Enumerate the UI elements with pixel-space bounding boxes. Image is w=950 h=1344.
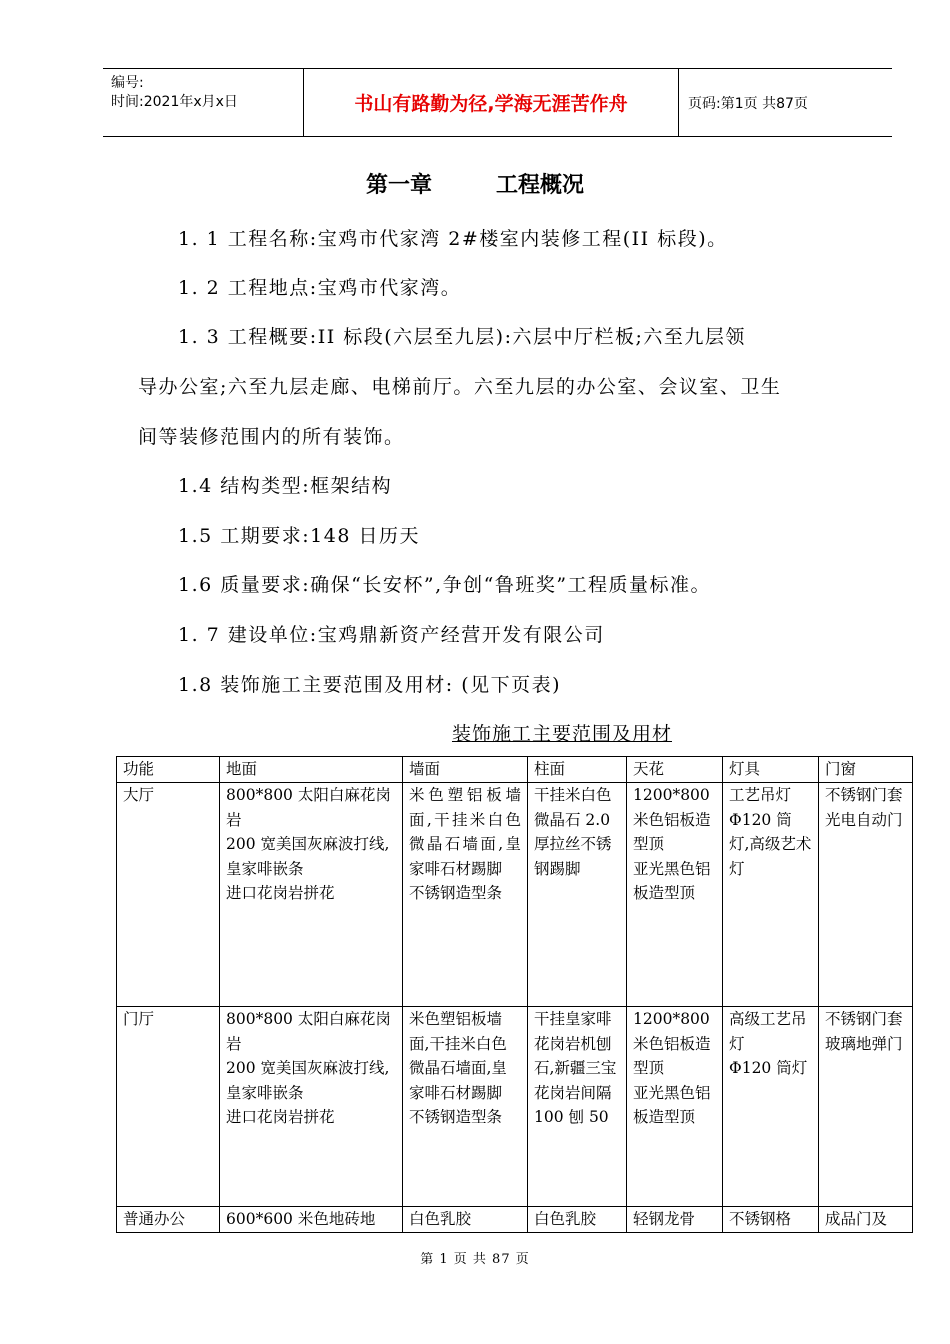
table-cell: 白色乳胶 (528, 1207, 627, 1233)
header-motto: 书山有路勤为径,学海无涯苦作舟 (304, 69, 679, 136)
header-meta (103, 69, 304, 136)
table-cell: 800*800 太阳白麻花岗岩 200 宽美国灰麻波打线,皇家啡嵌条 进口花岗岩拼花 (220, 783, 403, 1007)
schedule-requirement: 1.5 工期要求:148 日历天 (178, 525, 420, 547)
project-overview-line3: 间等装修范围内的所有装饰。 (138, 426, 405, 448)
table-cell: 米色塑铝板墙面,干挂米白色微晶石墙面,皇家啡石材踢脚 不锈钢造型条 (403, 783, 528, 1007)
header-page-label: 页码:第1页 共87页 (688, 95, 808, 112)
table-cell: 普通办公 (117, 1207, 220, 1233)
table-row (117, 1207, 913, 1233)
scope-heading: 1.8 装饰施工主要范围及用材: (见下页表) (178, 674, 562, 696)
project-name: 1. 1 工程名称:宝鸡市代家湾 2#楼室内装修工程(II 标段)。 (178, 228, 728, 250)
scope-table (116, 756, 913, 1233)
page-footer: 第 1 页 共 87 页 (420, 1252, 530, 1267)
table-cell: 工艺吊灯 Φ120 筒灯,高级艺术灯 (723, 783, 819, 1007)
table-cell: 高级工艺吊灯 Φ120 筒灯 (723, 1007, 819, 1207)
number-label: 编号: (111, 75, 144, 91)
chapter-number: 第一章 (365, 173, 432, 198)
project-overview-line1: 1. 3 工程概要:II 标段(六层至九层):六层中厅栏板;六至九层领 (178, 326, 746, 348)
table-cell: 800*800 太阳白麻花岗岩 200 宽美国灰麻波打线,皇家啡嵌条 进口花岗岩拼花 (220, 1007, 403, 1207)
column-header: 门窗 (819, 757, 913, 783)
column-header: 柱面 (528, 757, 627, 783)
project-location: 1. 2 工程地点:宝鸡市代家湾。 (178, 277, 462, 299)
table-cell: 轻钢龙骨 (627, 1207, 723, 1233)
table-cell: 不锈钢门套 光电自动门 (819, 783, 913, 1007)
table-header-row (117, 757, 913, 783)
column-header: 功能 (117, 757, 220, 783)
table-row (117, 783, 913, 1007)
table-cell: 干挂皇家啡花岗岩机刨石,新疆三宝花岗岩间隔 100 刨 50 (528, 1007, 627, 1207)
column-header: 天花 (627, 757, 723, 783)
table-cell: 门厅 (117, 1007, 220, 1207)
table-row (117, 1007, 913, 1207)
table-cell: 白色乳胶 (403, 1207, 528, 1233)
table-cell: 不锈钢门套 玻璃地弹门 (819, 1007, 913, 1207)
construction-unit: 1. 7 建设单位:宝鸡鼎新资产经营开发有限公司 (178, 624, 605, 646)
table-cell: 不锈钢格 (723, 1207, 819, 1233)
table-cell: 1200*800 米色铝板造型顶 亚光黑色铝板造型顶 (627, 1007, 723, 1207)
chapter-name: 工程概况 (496, 173, 585, 198)
time-label: 时间:2021年x月x日 (111, 94, 238, 110)
table-caption: 装饰施工主要范围及用材 (451, 723, 672, 745)
column-header: 墙面 (403, 757, 528, 783)
structure-type: 1.4 结构类型:框架结构 (178, 475, 393, 497)
page-header (103, 68, 892, 137)
project-overview-line2: 导办公室;六至九层走廊、电梯前厅。六至九层的办公室、会议室、卫生 (138, 376, 782, 398)
table-cell: 600*600 米色地砖地 (220, 1207, 403, 1233)
column-header: 地面 (220, 757, 403, 783)
table-cell: 成品门及 (819, 1207, 913, 1233)
table-cell: 大厅 (117, 783, 220, 1007)
table-cell: 干挂米白色微晶石 2.0 厚拉丝不锈钢踢脚 (528, 783, 627, 1007)
table-cell: 1200*800 米色铝板造型顶 亚光黑色铝板造型顶 (627, 783, 723, 1007)
quality-requirement: 1.6 质量要求:确保“长安杯”,争创“鲁班奖”工程质量标准。 (178, 574, 712, 596)
column-header: 灯具 (723, 757, 819, 783)
table-cell: 米色塑铝板墙面,干挂米白色微晶石墙面,皇家啡石材踢脚 不锈钢造型条 (403, 1007, 528, 1207)
chapter-title (0, 168, 950, 199)
